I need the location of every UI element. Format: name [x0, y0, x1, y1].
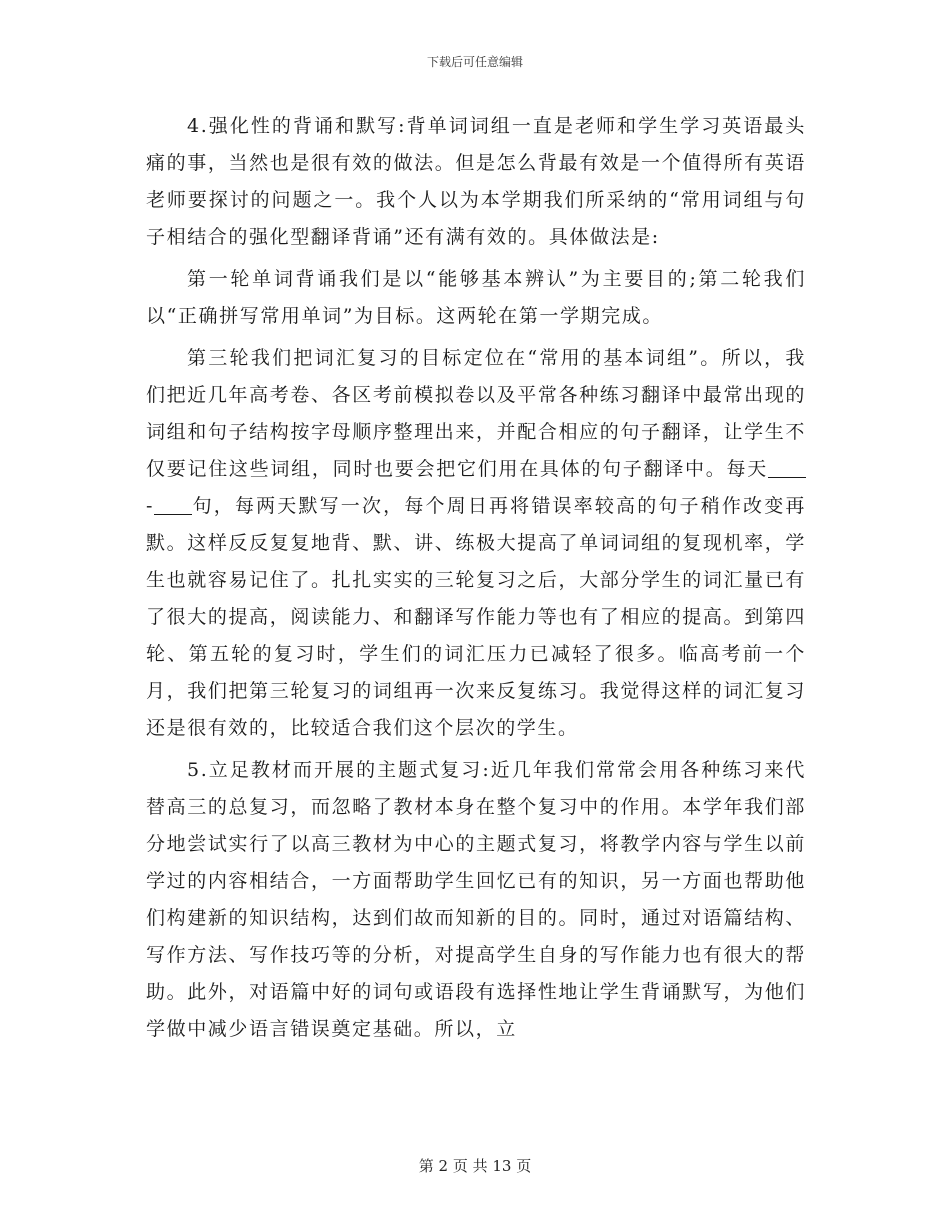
fill-in-blank [154, 495, 192, 515]
page-header: 下载后可任意编辑 [426, 55, 523, 69]
blank-separator: - [146, 495, 155, 517]
fill-in-blank [768, 458, 806, 478]
paragraph-5-thematic-review: 5.立足教材而开展的主题式复习:近几年我们常常会用各种练习来代替高三的总复习，而忽略了教材本身在整个复习中的作用。本学年我们部分地尝试实行了以高三教材为中心的主题式复习，将教学内容与学生以前学过的内容相结合，一方面帮助学生回忆已有的知识，另一方面也帮助他们构建新的知识结构，达到们故而知新的目的。同时，通过对语篇结构、写作方法、写作技巧等的分析，对提高学生自身的写作能力也有很大的帮助。此外，对语篇中好的词句或语段有选择性地让学生背诵默写，为他们学做中减少语言错误奠定基础。所以，立 [146, 759, 806, 1040]
paragraph-rounds-one-two: 第一轮单词背诵我们是以“能够基本辨认”为主要目的;第二轮我们以“正确拼写常用单词”为目标。这两轮在第一学期完成。 [146, 268, 806, 327]
page-number: 第 2 页 共 13 页 [418, 1157, 532, 1175]
paragraph-round-three-part2: 句，每两天默写一次，每个周日再将错误率较高的句子稍作改变再默。这样反反复复地背、默、讲、练极大提高了单词词组的复现机率，学生也就容易记住了。扎扎实实的三轮复习之后，大部分学生的词汇量已有了很大的提高，阅读能力、和翻译写作能力等也有了相应的提高。到第四轮、第五轮的复习时，学生们的词汇压力已减轻了很多。临高考前一个月，我们把第三轮复习的词组再一次来反复练习。我觉得这样的词汇复习还是很有效的，比较适合我们这个层次的学生。 [146, 495, 806, 739]
paragraph-4-memorization: 4.强化性的背诵和默写:背单词词组一直是老师和学生学习英语最头痛的事，当然也是很有效的做法。但是怎么背最有效是一个值得所有英语老师要探讨的问题之一。我个人以为本学期我们所采纳的“常用词组与句子相结合的强化型翻译背诵”还有满有效的。具体做法是: [146, 115, 806, 248]
paragraph-round-three [146, 340, 806, 747]
document-body [146, 108, 806, 1053]
paragraph-round-three-part1: 第三轮我们把词汇复习的目标定位在“常用的基本词组”。所以，我们把近几年高考卷、各区考前模拟卷以及平常各种练习翻译中最常出现的词组和句子结构按字母顺序整理出来，并配合相应的句子翻译，让学生不仅要记住这些词组，同时也要会把它们用在具体的句子翻译中。每天 [146, 347, 806, 480]
